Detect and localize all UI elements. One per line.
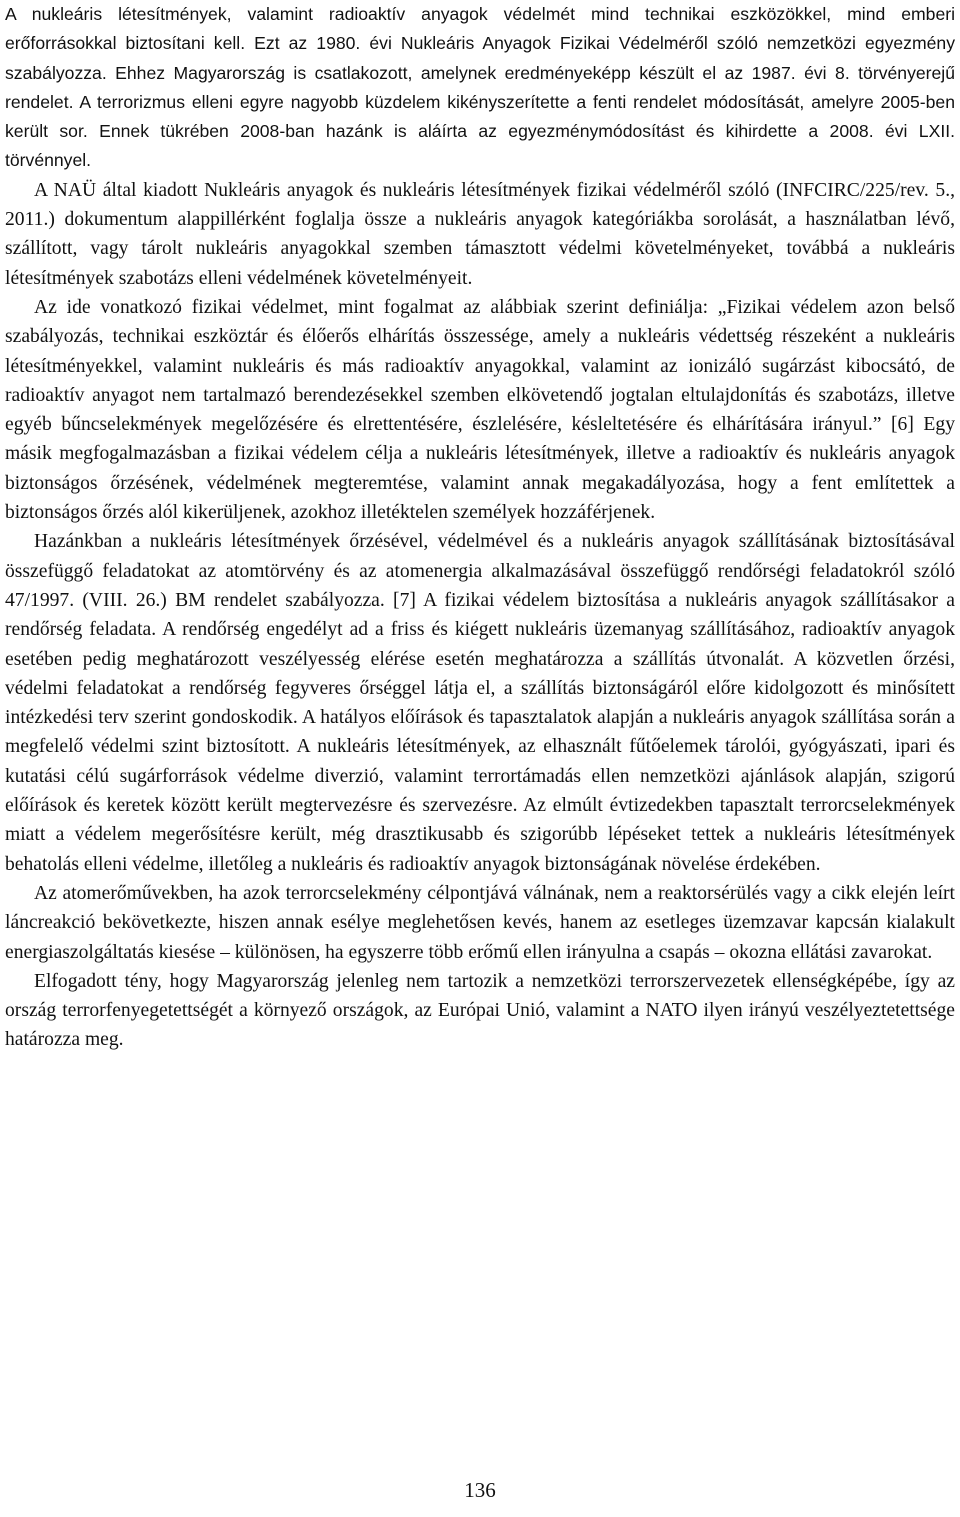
document-page	[5, 0, 955, 1055]
page-number: 136	[464, 1478, 496, 1502]
paragraph-3: Az ide vonatkozó fizikai védelmet, mint fogalmat az alábbiak szerint definiálja: „Fizikai védelem azon belső szabályozás, technikai eszköztár és élőerős elhárítás összessége, amely a nukleáris védettség részeként a nukleáris létesítményekkel, valamint nukleáris és más radioaktív anyagokkal, valamint az ionizáló sugárzást kibocsátó, de radioaktív anyagot nem tartalmazó berendezésekkel szemben elkövetendő jogtalan eltulajdonítás és szabotázs, illetve egyéb bűncselekmények megelőzésére és elrettentésére, észlelésére, késleltetésére és elhárítására irányul.” [6] Egy másik megfogalmazásban a fizikai védelem célja a nukleáris létesítmények, illetve a radioaktív és nukleáris anyagok biztonságos őrzésének, védelmének megteremtése, valamint annak megakadályozása, hogy a fent említettek a biztonságos őrzés alól kikerüljenek, azokhoz illetéktelen személyek hozzáférjenek.	[5, 296, 955, 524]
paragraph-5: Az atomerőművekben, ha azok terrorcselekmény célpontjává válnának, nem a reaktorsérülés vagy a cikk elején leírt láncreakció bekövetkezte, hiszen annak esélye meglehetősen kevés, hanem az esetleges üzemzavar kapcsán kialakult energiaszolgáltatás kiesése – különösen, ha egyszerre több erőmű ellen irányulna a csapás – okozna ellátási zavarokat.	[5, 882, 955, 963]
paragraph-4: Hazánkban a nukleáris létesítmények őrzésével, védelmével és a nukleáris anyagok szállításának biztosításával összefüggő feladatokat az atomtörvény és az atomenergia alkalmazásával összefüggő rendőrségi feladatokról szóló 47/1997. (VIII. 26.) BM rendelet szabályozza. [7] A fizikai védelem biztosítása a nukleáris anyagok szállításakor a rendőrség feladata. A rendőrség engedélyt ad a friss és kiégett nukleáris üzemanyag szállításához, radioaktív anyagok esetében pedig meghatározott veszélyesség elérése esetén meghatározza a szállítás útvonalát. A közvetlen őrzési, védelmi feladatokat a rendőrség fegyveres őrséggel látja el, a szállítás biztonságáról előre kidolgozott és minősített intézkedési terv szerint gondoskodik. A hatályos előírások és tapasztalatok alapján a nukleáris anyagok szállítása során a megfelelő védelmi szint biztosított. A nukleáris létesítmények, az elhasznált fűtőelemek tárolói, gyógyászati, ipari és kutatási célú sugárforrások védelme diverzió, valamint terrortámadás ellen nemzetközi ajánlások alapján, szigorú előírások és keretek között került megtervezésre és szervezésre. Az elmúlt évtizedekben tapasztalt terrorcselekmények miatt a védelem megerősítésre került, még drasztikusabb és szigorúbb lépéseket tettek a nukleáris létesítmények behatolás elleni védelme, illetőleg a nukleáris és radioaktív anyagok biztonságának növelése érdekében.	[5, 531, 955, 875]
paragraph-1: A nukleáris létesítmények, valamint radioaktív anyagok védelmét mind technikai eszközökkel, mind emberi erőforrásokkal biztosítani kell. Ezt az 1980. évi Nukleáris Anyagok Fizikai Védelméről szóló nemzetközi egyezmény szabályozza. Ehhez Magyarország is csatlakozott, amelynek eredményeképp készült el az 1987. évi 8. törvényerejű rendelet. A terrorizmus elleni egyre nagyobb küzdelem kikényszerítette a fenti rendelet módosítását, amelyre 2005-ben került sor. Ennek tükrében 2008-ban hazánk is aláírta az egyezménymódosítást és kihirdette a 2008. évi LXII. törvénnyel.	[5, 4, 955, 171]
paragraph-2: A NAÜ által kiadott Nukleáris anyagok és nukleáris létesítmények fizikai védelméről szóló (INFCIRC/225/rev. 5., 2011.) dokumentum alappillérként foglalja össze a nukleáris anyagok kategóriákba sorolását, a használatban lévő, szállított, vagy tárolt nukleáris anyagokkal szemben támasztott védelmi követelményeket, továbbá a nukleáris létesítmények szabotázs elleni védelmének követelményeit.	[5, 179, 955, 289]
opening-section	[5, 0, 955, 176]
paragraph-6: Elfogadott tény, hogy Magyarország jelenleg nem tartozik a nemzetközi terrorszervezetek ellenségképébe, így az ország terrorfenyegetettségét a környező országok, az Európai Unió, valamint a NATO ilyen irányú veszélyeztetettsége határozza meg.	[5, 970, 955, 1051]
